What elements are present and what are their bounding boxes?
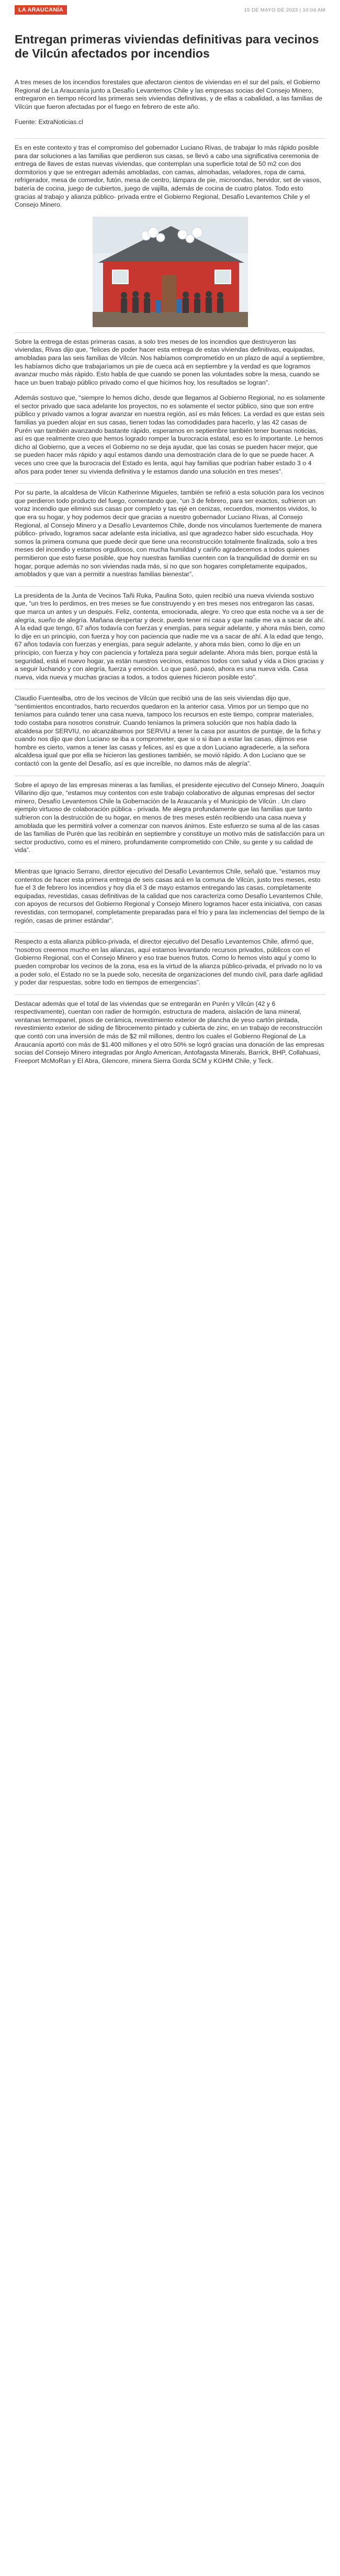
paragraph: Destacar además que el total de las viviendas que se entregarán en Purén y Vilcún (42 y 6 respectivamente), cuentan con radier de hormigón, estructura de madera, aislación de lana mineral, ventanas termopanel, pisos de cerámica, revestimiento exterior de plancha de yeso cartón pintada, revestimiento exterior de siding de fibrocemento pintado y cubierta de zinc, en un trabajo de reconstrucción que contó con una inversión de más de $2 mil millones, dentro los cuales el Gobierno Regional de La Araucanía aportó con más de $1.400 millones y el otro 50% se logró gracias una donación de las empresas socias del Consejo Minero integradas por Anglo American, Antofagasta Minerals, Barrick, BHP, Collahuasi, Freeport McMoRan y El Abra, Glencore, minera Sierra Gorda SCM y KGHM Chile, y Teck. — [15, 1000, 324, 1065]
category-tag[interactable]: LA ARAUCANÍA — [15, 5, 67, 15]
publish-date: 15 DE MAYO DE 2023 | 10:04 AM — [244, 7, 325, 13]
section-block — [15, 586, 325, 682]
paragraph: Por su parte, la alcaldesa de Vilcún Katherinne Migueles, también se refirió a esta solución para los vecinos que perdieron todo producto del fuego, comentando que, “un 3 de febrero, para ser exactos, sufrieron un voraz incendio que eliminó sus casas por completo y tas ejé en cenizas, recuerdos, momentos vividos, lo que era su hogar, y hoy podemos decir que gracias a nuestro gobernador Luciano Rivas, al Consejo Regional, al Consejo Minero y a Desafío Levantemos Chile, donde nos vinculamos fuertemente de manera público- privado, logramos sacar adelante esta iniciativa, así que agradezco haber sido escuchada. Hoy somos la primera comuna que puede decir que tiene una reconstrucción totalmente finalizada, solo a tres meses del incendio y estamos orgullosos, con mucha humildad y cariño agradecemos a todos quienes permitieron que esto fuese posible, que hoy nuestras familias cuenten con la tranquilidad de dormir en su hogar, porque además no son viviendas nada más, si no que son hogares completamente equipados, amoblados y que van a permitir a nuestras familias bienestar”. — [15, 489, 324, 578]
article-body — [0, 32, 340, 1065]
section-block — [15, 689, 325, 768]
section-block — [15, 138, 325, 209]
paragraph: Sobre el apoyo de las empresas mineras a las familias, el presidente ejecutivo del Consejo Minero, Joaquín Villarino dijo que, “estamos muy contentos con este trabajo colaborativo de algunas empresas del sector minero, Desafío Levantemos Chile la Gobernación de la Araucanía y el Municipio de Vilcún . Un claro ejemplo virtuoso de colaboración pública - privada. Me alegra profundamente que las familias que tanto sufrieron con la destrucción de su hogar, en menos de tres meses estén recibiendo una casa nueva y amoblada que les permitirá volver a comenzar con nuevos ánimos. Este esfuerzo se suma al de las casas de las familias de Purén que las recibirán en septiembre y constituye un motivo más de satisfacción para un sector productivo, como es el minero, profundamente comprometido con Chile, su gente y su calidad de vida”. — [15, 781, 325, 854]
source-line: Fuente: ExtraNoticias.cl — [15, 118, 83, 126]
article-title: Entregan primeras viviendas definitivas para vecinos de Vilcún afectados por incendios — [15, 32, 319, 60]
article-photo — [93, 217, 248, 327]
article-meta-bar — [0, 0, 340, 17]
paragraph-intro: A tres meses de los incendios forestales que afectaron cientos de viviendas en el sur del país, el Gobierno Regional de La Araucanía junto a Desafío Levantemos Chile y las empresas socias del Consejo Minero, entregaron en tiempo récord las primeras seis viviendas definitivas, y de ellas a cabalidad, a las familias de Vilcún que fueron afectadas por el fuego en febrero de este año. — [15, 79, 323, 110]
section-block — [15, 483, 325, 579]
paragraph: Mientras que Ignacio Serrano, director ejecutivo del Desafío Levantemos Chile, señaló que, “estamos muy contentos de hacer esta primera entrega de seis casas acá en la comuna de Vilcún, justo tres meses, esto fue el 3 de febrero los incendios y hoy día el 3 de mayo estamos entregando las casas, completamente equipadas, revestidas, casas definitivas de la calidad que nos caracteriza como Desafío Levantemos Chile, con apoyos de recursos del Gobierno Regional y Consejo Minero logramos hacer esta iniciativa, con casas revestidas, con termopanel, completamente preparadas para el frío y para las inclemencias del tiempo de la región, casas de primer estándar”. — [15, 867, 325, 924]
paragraph: Es en este contexto y tras el compromiso del gobernador Luciano Rivas, de trabajar lo más rápido posible para dar soluciones a las familias que perdieron sus casas, se llevó a cabo una significativa ceremonia de entrega de llaves de estas nuevas viviendas, que contemplan una superficie total de 50 m2 con dos dormitorios y que se entregan además amobladas, con camas, almohadas, veladores, ropa de cama, refrigerador, mesa de comedor, futón, mesa de centro, lámpara de pie, microondas, hervidor, set de vasos, batería de cocina, juego de cubiertos, juego de vajilla, además de cocina de cuatro platos. Todo esto gracias al trabajo y alianza público- privada entre el Gobierno Regional, Desafío Levantemos Chile y el Consejo Minero. — [15, 143, 322, 209]
article-page — [0, 0, 340, 1093]
section-block — [15, 994, 325, 1066]
section-block — [15, 932, 325, 987]
section-block — [15, 776, 325, 855]
paragraph: Sobre la entrega de estas primeras casas, a solo tres meses de los incendios que destruyeron las viviendas, Rivas dijo que, “felices de poder hacer esta entrega de estas viviendas definitivas, equipadas, amobladas para las seis familias de Vilcún. Nos habíamos comprometido en un plazo de aquí a septiembre, les habíamos dicho que trabajaríamos un pie de cueca acá en septiembre y la verdad es que logramos avanzar mucho más rápido. Esto habla de que cuando se ponen las voluntades sobre la mesa, cuando se hace un buen trabajo público privado como el que hicimos hoy, los resultados se logran”. — [15, 338, 325, 386]
section-block — [15, 332, 325, 476]
section-block — [15, 862, 325, 925]
paragraph: Respecto a esta alianza público-privada, el director ejecutivo del Desafío Levantemos Chile, afirmó que, “nosotros creemos mucho en las alianzas, aquí estamos levantando recursos privados, públicos con el Gobierno Regional, con el Consejo Minero y eso trae buenos frutos. Como lo hemos visto aquí y como lo pueden comprobar los vecinos de la zona, esa es la virtud de la alianza público-privada, el privado no lo va a poder solo, el Estado no se la puede solo, necesita de organizaciones del mundo civil, para darle agilidad y poder dar respuestas, sobre todo en tiempos de emergencias”. — [15, 938, 323, 987]
paragraph: Además sostuvo que, “siempre lo hemos dicho, desde que llegamos al Gobierno Regional, no es solamente el sector privado que saca adelante los proyectos, no es solamente el sector público, sino que son entre público y privado vamos a lograr avanzar en nuestra región, así es más felices. La verdad es que estas seis familias ya pueden alojar en sus casas, tienen todas las comodidades para hacerlo, y las 42 casas de Purén van también avanzando bastante rápido, esperamos en septiembre también tener buenas noticias, así es que realmente creo que hemos logrado romper la burocracia estatal, eso es lo importante. Le hemos dicho al Gobierno, que a veces el Gobierno no se deja ayudar, que las cosas se pueden hacer mejor, que se pueden hacer más rápido y aquí estamos dando una demostración clara de lo que se puede hacer. A veces uno cree que la burocracia del Estado es lenta, aquí hay familias que podrían haber estado 3 o 4 años para poder tener su vivienda definitiva y le estamos dando una solución en tres meses”. — [15, 394, 325, 475]
paragraph: La presidenta de la Junta de Vecinos Tañi Ruka, Paulina Soto, quien recibió una nueva vivienda sostuvo que, “un tres lo perdimos, en tres meses se fue construyendo y en tres meses nos entregaron las casas, que marca un antes y un después. Feliz, contenta, emocionada, alegre. Yo creo que esta noche va a ser de alegría, sueño de alegría. Mañana despertar y decir, puedo tener mi casa y que nadie me va a sacar de ahí. A la edad que tengo, 67 años todavía con fuerzas y energías, para seguir adelante, y ahora más bien, como lo dije en un principio, con fuerza y hoy con paciencia que nadie me va a sacar de ahí. A la edad que tengo, 67 años todavía con fuerzas y energías, para seguir adelante, y ahora más bien, como lo dije en un principio, con fuerza y hoy con paciencia y fortaleza para seguir adelante. Ahora más bien, porque está la seguridad, está el nuevo hogar, ya están nuestros vecinos, estamos todos con salud y vida a Dios gracias y a seguir luchando y con alegría, fuerza y emoción. Lo que pasó, pasó, ahora es una nueva vida. Casa nueva, vida nueva y muchas gracias a todos, a todos quienes hicieron posible esto”. — [15, 591, 325, 681]
paragraph: Claudio Fuentealba, otro de los vecinos de Vilcún que recibió una de las seis viviendas dijo que, “sentimientos encontrados, harto recuerdos quedaron en la anterior casa. Vimos por un tiempo que no teníamos para cuándo tener una casa nueva, tampoco los recursos en este tiempo, comprar materiales, todo costaba para nosotros construir. Cuando teníamos la primera solución que nos había dado la alcaldesa por SERVIU, no alcanzábamos por SERVIU a tener la casa por asuntos de puntaje, de la ficha y cuando nos dijo que don Luciano se iba a comprometer, que si o si iban a estar las casas, dijimos ese hombre es cierto, vamos a tener las casas y felices, así es que a don Luciano agradecerle, a la señora alcaldesa igual que por ella se hicieron las gestiones también, se movió rápido. A don Luciano que se contactó con la gente del Desafío, así es que increíble, no damos más de alegría”. — [15, 695, 321, 768]
